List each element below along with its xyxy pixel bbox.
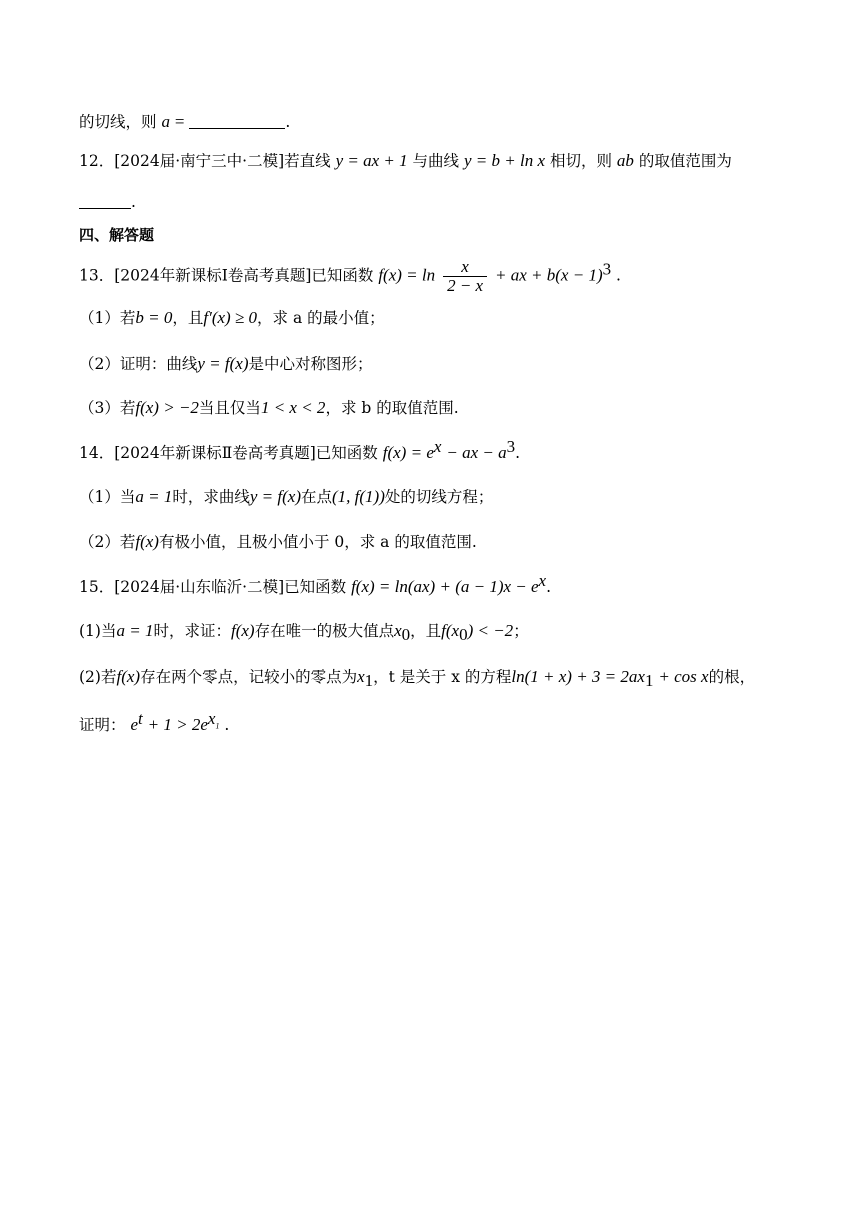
q15-p2-d-sub: 1 (364, 671, 374, 691)
q14-p1-g: 处的切线方程； (384, 488, 494, 506)
q15-p2-e: ，t 是关于 x 的方程 (373, 668, 512, 686)
q15-p3-c: + 1 > 2e (147, 715, 208, 734)
q15-p1-d: f(x) (230, 621, 255, 640)
q11-answer-blank[interactable] (189, 112, 285, 129)
q13-rest: + ax + b(x − 1) (495, 265, 603, 285)
q15-p3-b: e (130, 715, 138, 734)
q15-p1-i: ) < −2 (467, 621, 514, 640)
q15-line (79, 570, 552, 598)
q13-part1 (79, 307, 385, 329)
q15-p3-c-sup-x: x (207, 708, 216, 728)
q14-p2-b: f(x) (135, 532, 159, 551)
q13-p3-a: （3）若 (79, 399, 136, 417)
q15-p3-c-sup (207, 708, 220, 731)
q15-p2-b: f(x) (116, 667, 141, 686)
q11-equals: = (174, 112, 185, 131)
q13-f: f(x) = ln (378, 265, 436, 285)
q14-p1-d: y = f(x) (249, 487, 301, 506)
q11-var-a: a (161, 112, 170, 131)
q14-p1-c: 时，求曲线 (172, 488, 250, 506)
q15-p3-a: 证明： (79, 716, 126, 734)
q14-rest: − ax − a (446, 443, 507, 462)
q13-part3 (79, 397, 459, 419)
q15-p1-f-sub: 0 (401, 625, 411, 645)
q15-p2-a: (2)若 (79, 668, 117, 686)
q13-part2 (79, 353, 373, 375)
q12-head: 12．[2024届·南宁三中·二模]若直线 (79, 152, 331, 170)
q14-line (79, 436, 521, 464)
q12-end: 的取值范围为 (638, 152, 732, 170)
q15-p2-d: x (357, 667, 365, 686)
q13-p1-c: ，且 (172, 309, 204, 327)
q13-p3-d: 1 < x < 2 (260, 398, 326, 417)
q12-eq2: y = b + ln x (464, 151, 546, 170)
q11-end-dot: . (285, 113, 291, 131)
q13-p2-c: 是中心对称图形； (248, 355, 373, 373)
section-heading: 四、解答题 (79, 226, 155, 244)
q13-p3-b: f(x) > −2 (135, 398, 199, 417)
q11-tail-line (79, 111, 290, 133)
q15-p2-f: ln(1 + x) + 3 = 2ax (511, 667, 645, 686)
q14-p2-a: （2）若 (79, 533, 136, 551)
q12-mid: 与曲线 (412, 152, 460, 170)
q11-tail-text: 的切线，则 (79, 113, 157, 131)
q13-line (79, 258, 621, 295)
q15-p3-c-sup-sub: 1 (215, 721, 220, 731)
q15-p2-g: + cos x (658, 667, 709, 686)
q15-p3-b-sup: t (138, 708, 143, 728)
q13-exp: 3 (602, 259, 612, 279)
q15-p2-h: 的根， (708, 668, 756, 686)
q15-p1-c: 时，求证： (153, 622, 231, 640)
q12-ab: ab (616, 151, 634, 170)
q13-fraction (443, 258, 487, 295)
q15-part3 (79, 708, 230, 736)
q14-dot: . (515, 444, 521, 462)
q12-line (79, 150, 732, 172)
q14-part1 (79, 486, 493, 508)
q12-end-dot: . (131, 193, 136, 211)
q13-p3-c: 当且仅当 (198, 399, 261, 417)
q12-eq1: y = ax + 1 (335, 151, 408, 170)
q14-exp: 3 (506, 436, 516, 456)
q13-frac-numerator: x (443, 258, 487, 277)
q15-part2 (79, 666, 756, 691)
q15-p3-d: . (224, 716, 230, 734)
q13-p2-a: （2）证明：曲线 (79, 355, 198, 373)
q15-p1-h-sub: 0 (459, 625, 468, 645)
q15-part1 (79, 620, 529, 645)
q14-p1-e: 在点 (300, 488, 332, 506)
q13-dot: . (616, 266, 621, 285)
q13-p1-a: （1）若 (79, 309, 136, 327)
q14-p1-f: (1, f(1)) (332, 487, 385, 506)
q15-p1-g: ，且 (410, 622, 442, 640)
q14-head: 14．[2024年新课标Ⅱ卷高考真题]已知函数 (79, 444, 378, 462)
q13-frac-denominator: 2 − x (447, 276, 484, 295)
q15-ex: x (538, 570, 547, 590)
q14-f: f(x) = e (382, 443, 434, 462)
q13-p2-b: y = f(x) (197, 354, 249, 373)
q13-head: 13．[2024年新课标Ⅰ卷高考真题]已知函数 (79, 266, 374, 285)
q15-p1-j: ； (513, 622, 529, 640)
q14-part2 (79, 531, 477, 553)
q13-p1-e: ，求 a 的最小值； (257, 309, 385, 327)
q15-dot: . (546, 578, 552, 596)
q15-p1-f: x (394, 621, 402, 640)
q13-p1-b: b = 0 (135, 308, 173, 327)
q14-p1-b: a = 1 (135, 487, 173, 506)
q13-p1-d: f′(x) ≥ 0 (203, 308, 258, 327)
q14-p1-a: （1）当 (79, 488, 136, 506)
q15-p1-b: a = 1 (116, 621, 154, 640)
q13-p3-e: ，求 b 的取值范围. (325, 399, 459, 417)
q15-p1-a: (1)当 (79, 622, 117, 640)
q15-p1-h: f(x (441, 621, 460, 640)
q14-ex: x (433, 436, 442, 456)
q15-head: 15．[2024届·山东临沂·二模]已知函数 (79, 578, 347, 596)
q15-p1-e: 存在唯一的极大值点 (254, 622, 395, 640)
q12-answer-blank[interactable] (79, 192, 131, 209)
q14-p2-c: 有极小值，且极小值小于 0，求 a 的取值范围. (158, 533, 477, 551)
q12-tail: 相切，则 (549, 152, 612, 170)
q12-blank-line (79, 191, 136, 213)
q15-p2-f-sub: 1 (644, 671, 654, 691)
q15-f: f(x) = ln(ax) + (a − 1)x − e (351, 577, 539, 596)
q15-p2-c: 存在两个零点，记较小的零点为 (140, 668, 358, 686)
